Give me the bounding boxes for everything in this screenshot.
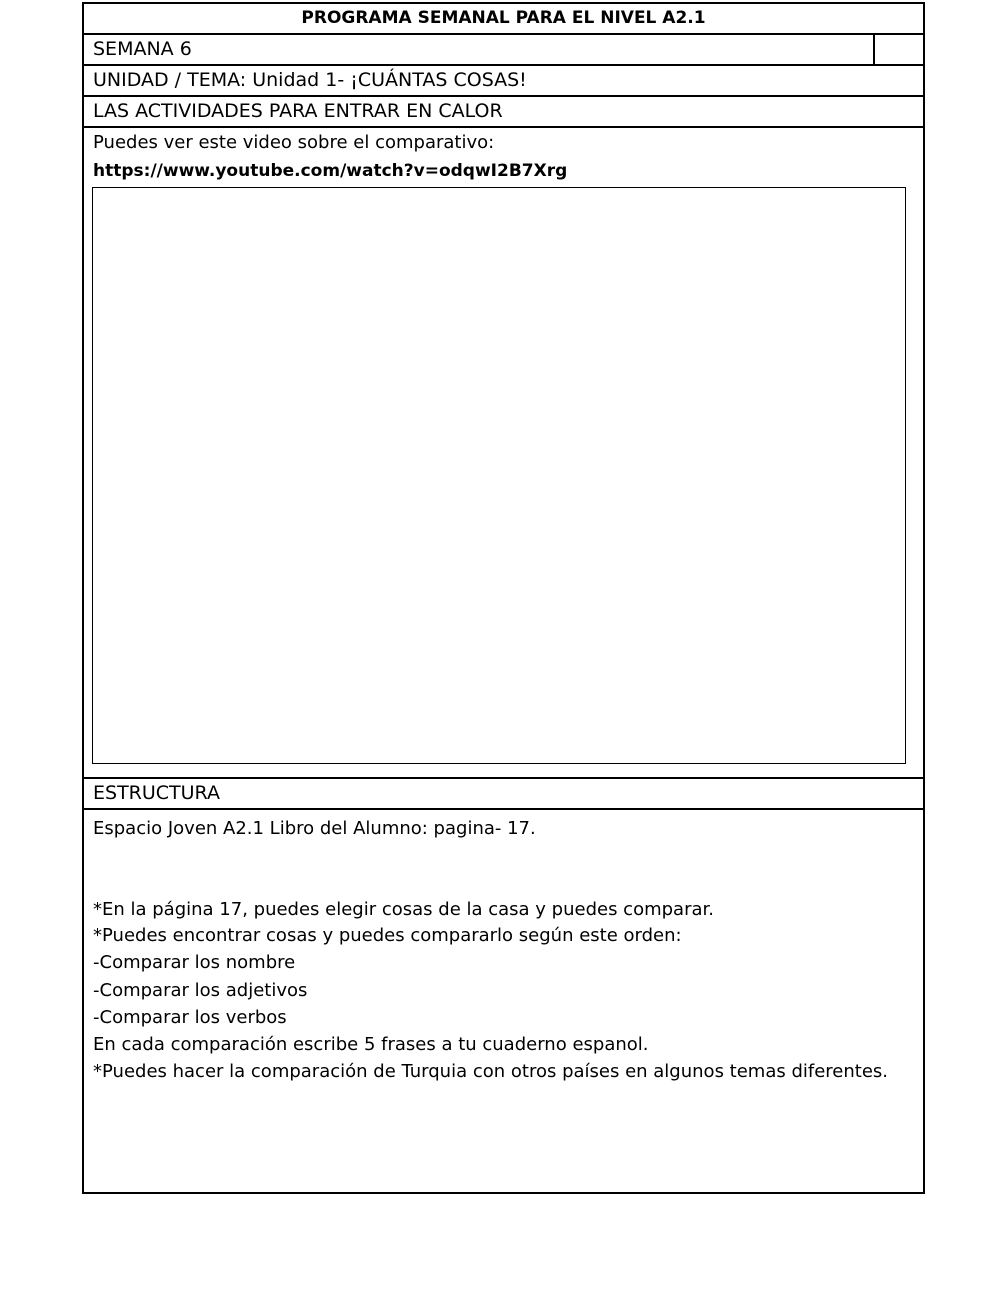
video-embed-frame[interactable] — [92, 187, 906, 764]
instruction-line: *Puedes encontrar cosas y puedes compararlo según este orden: — [93, 925, 682, 946]
page-title — [84, 4, 923, 35]
unit-row — [84, 66, 923, 97]
instruction-line: *Puedes hacer la comparación de Turquia con otros países en algunos temas diferentes. — [93, 1061, 889, 1082]
instruction-line: -Comparar los adjetivos — [93, 980, 308, 1001]
book-reference: Espacio Joven A2.1 Libro del Alumno: pagina- 17. — [93, 818, 536, 839]
warmup-activities-row — [84, 97, 923, 128]
unit-label: UNIDAD / TEMA: Unidad 1- ¡CUÁNTAS COSAS! — [93, 69, 527, 91]
weekly-program-sheet — [82, 2, 925, 1194]
warmup-content — [84, 128, 923, 779]
warmup-activities-label: LAS ACTIVIDADES PARA ENTRAR EN CALOR — [93, 100, 503, 122]
structure-content — [84, 810, 923, 1192]
youtube-link[interactable]: https://www.youtube.com/watch?v=odqwI2B7Xrg — [93, 161, 568, 181]
structure-heading: ESTRUCTURA — [93, 782, 220, 804]
video-intro-text: Puedes ver este video sobre el comparativo: — [93, 132, 495, 153]
page-title-text: PROGRAMA SEMANAL PARA EL NIVEL A2.1 — [301, 8, 706, 28]
instruction-line: En cada comparación escribe 5 frases a tu cuaderno espanol. — [93, 1034, 649, 1055]
instruction-line: -Comparar los nombre — [93, 952, 296, 973]
instruction-line: *En la página 17, puedes elegir cosas de la casa y puedes comparar. — [93, 899, 714, 920]
week-empty-cell — [873, 35, 923, 64]
week-row — [84, 35, 923, 66]
instruction-line: -Comparar los verbos — [93, 1007, 287, 1028]
structure-row — [84, 779, 923, 810]
week-label: SEMANA 6 — [93, 38, 192, 60]
